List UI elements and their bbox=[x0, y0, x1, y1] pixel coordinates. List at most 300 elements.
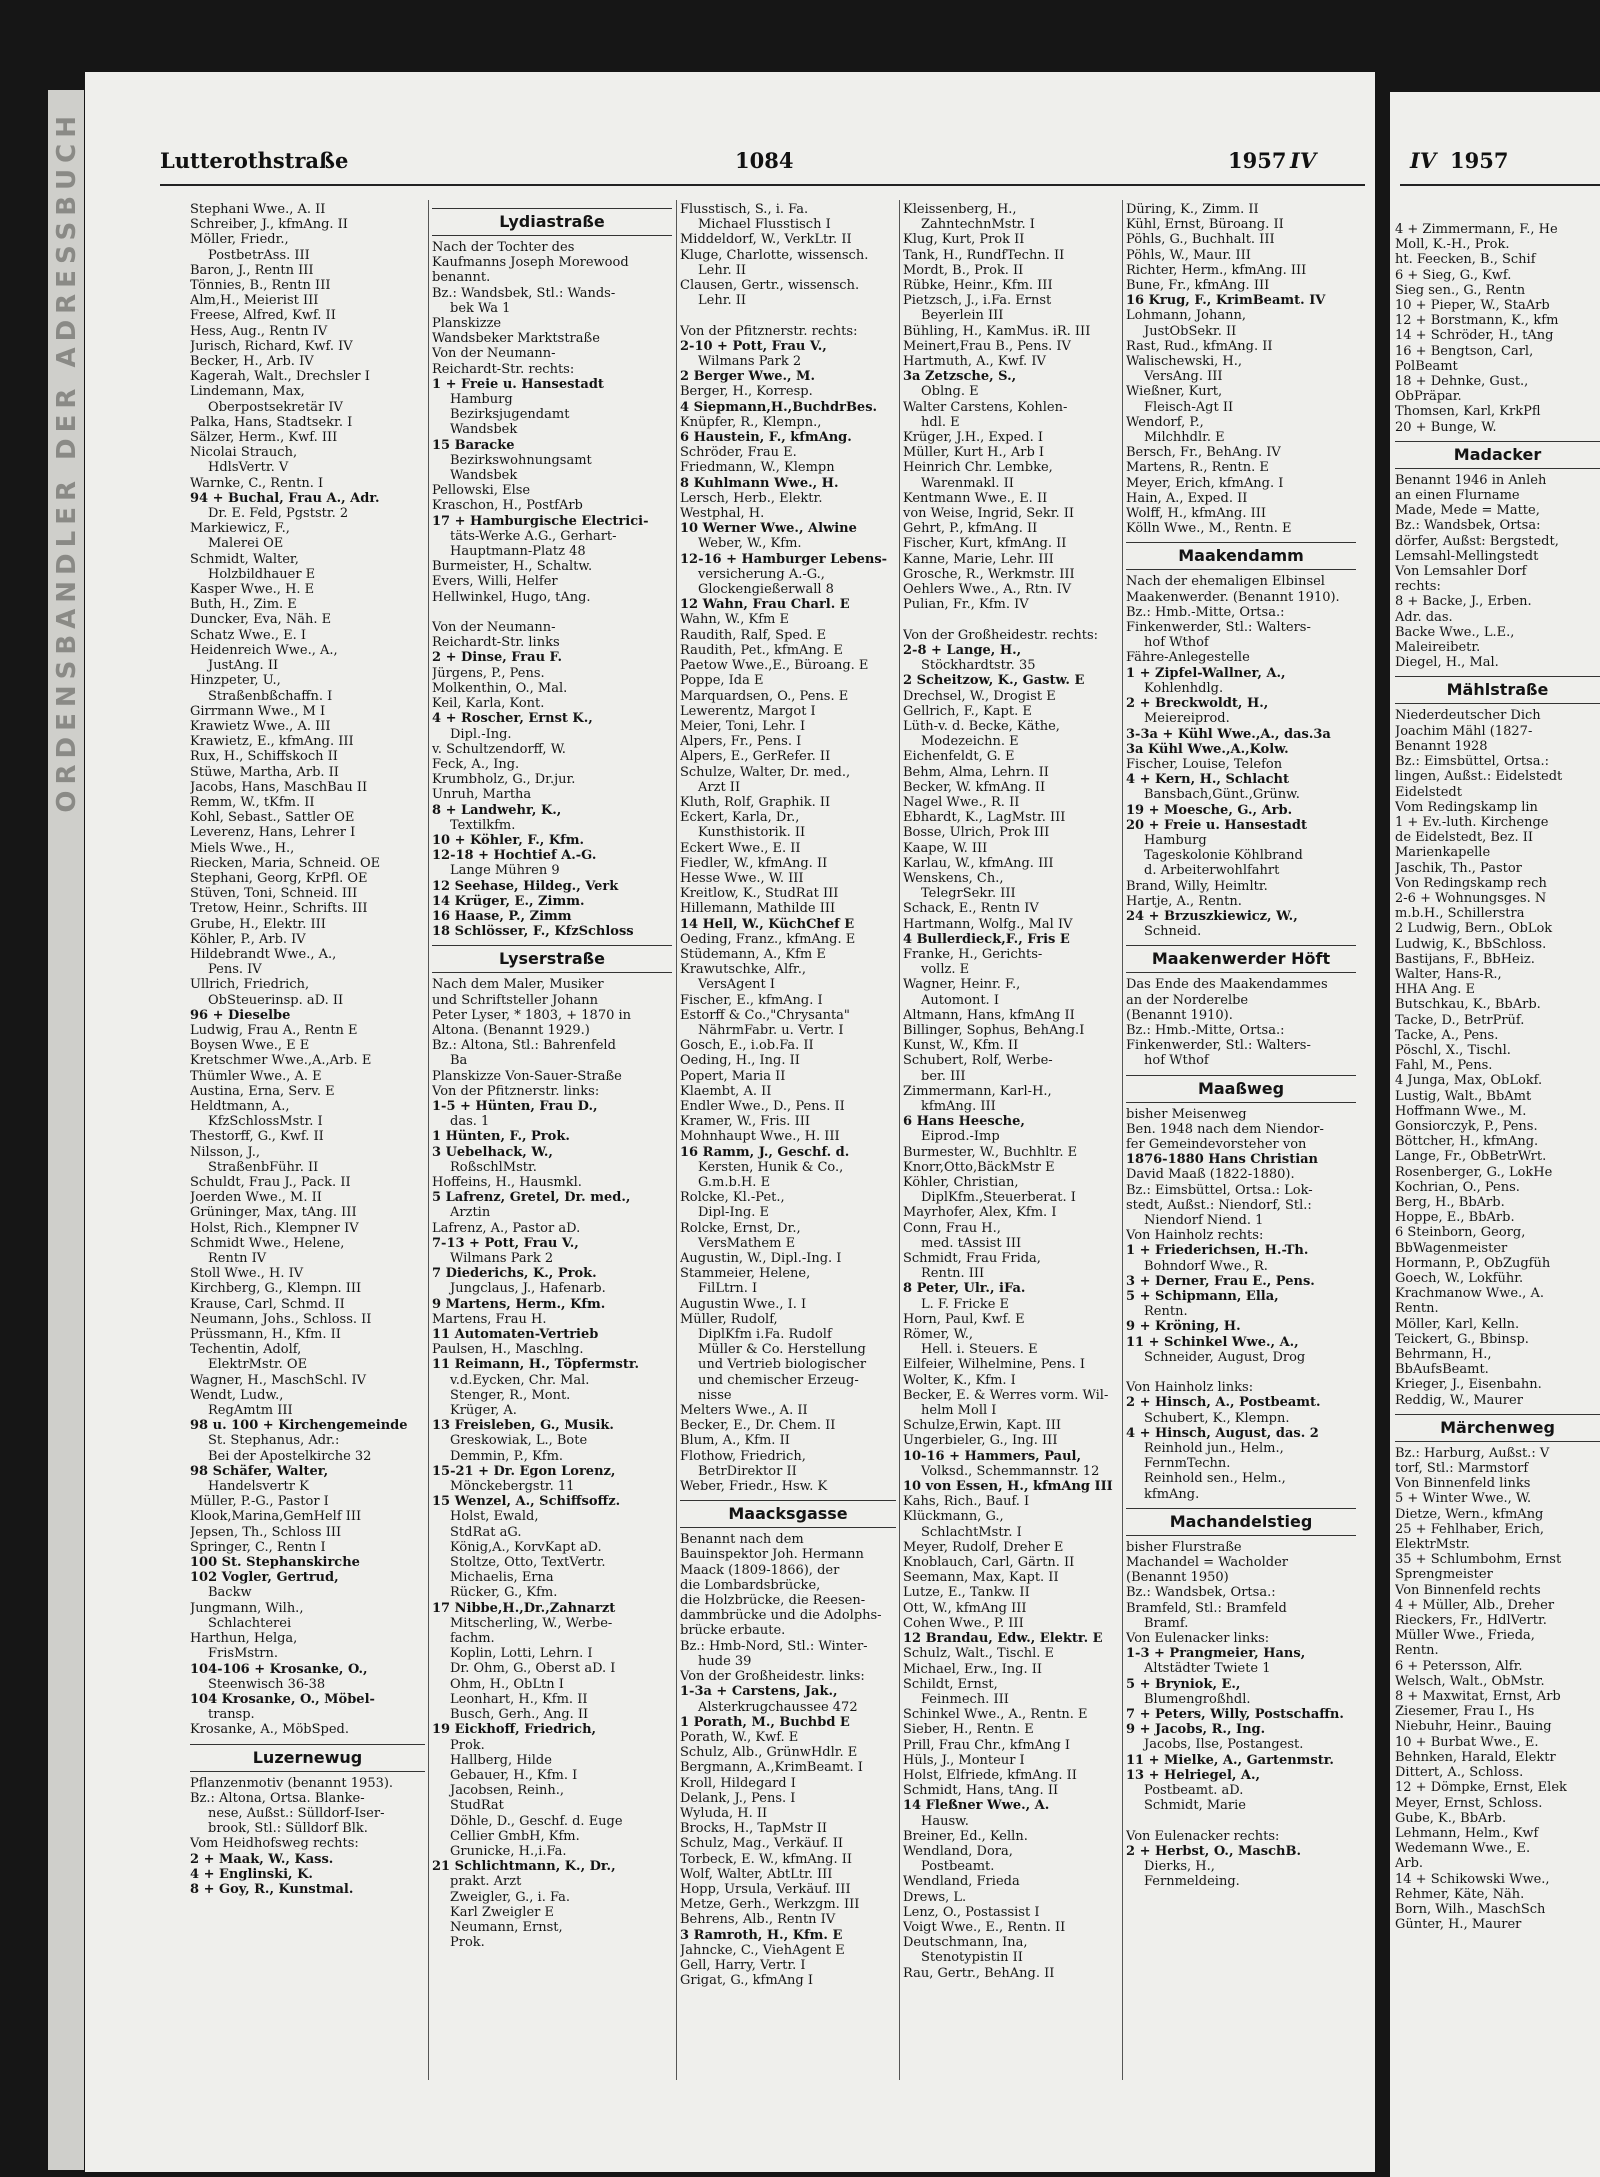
directory-entry: versicherung A.-G., bbox=[698, 566, 825, 582]
directory-entry: 14 Hell, W., KüchChef E bbox=[680, 916, 855, 932]
directory-entry: FernmTechn. bbox=[1144, 1456, 1231, 1472]
directory-entry: DiplKfm i.Fa. Rudolf bbox=[698, 1327, 832, 1343]
directory-entry: Molkenthin, O., Mal. bbox=[432, 680, 568, 696]
directory-entry: Altona. (Benannt 1929.) bbox=[432, 1022, 590, 1038]
directory-entry: Butschkau, K., BbArb. bbox=[1395, 997, 1541, 1013]
directory-entry: 2 Ludwig, Bern., ObLok bbox=[1395, 921, 1553, 937]
directory-entry: Stüven, Toni, Schneid. III bbox=[190, 886, 358, 902]
directory-entry: Ludwig, K., BbSchloss. bbox=[1395, 936, 1547, 952]
directory-entry: VersAgent I bbox=[698, 977, 776, 993]
directory-entry: Nach dem Maler, Musiker bbox=[432, 977, 604, 993]
directory-entry: Von der Pfitznerstr. links: bbox=[432, 1083, 600, 1099]
directory-entry: FrisMstrn. bbox=[208, 1646, 278, 1662]
directory-entry: BbAufsBeamt. bbox=[1395, 1362, 1489, 1378]
directory-entry: Kölln Wwe., M., Rentn. E bbox=[1126, 521, 1292, 537]
directory-entry: 16 Krug, F., KrimBeamt. IV bbox=[1126, 293, 1326, 309]
directory-entry: Estorff & Co.,"Chrysanta" bbox=[680, 1007, 850, 1023]
column-divider bbox=[676, 200, 677, 2080]
directory-entry: Burmeister, H., Schaltw. bbox=[432, 559, 593, 575]
directory-entry: Wendland, Dora, bbox=[903, 1843, 1013, 1859]
directory-entry: Tageskolonie Köhlbrand bbox=[1144, 848, 1303, 864]
directory-entry: Schulze,Erwin, Kapt. III bbox=[903, 1418, 1062, 1434]
directory-entry: 104 Krosanke, O., Möbel- bbox=[190, 1691, 375, 1707]
directory-entry: 1-5 + Hünten, Frau D., bbox=[432, 1098, 598, 1114]
directory-entry: Stephani Wwe., A. II bbox=[190, 202, 326, 217]
directory-entry: Von Binnenfeld rechts bbox=[1395, 1582, 1541, 1598]
directory-entry: Bezirkswohnungsamt bbox=[450, 452, 592, 468]
directory-entry: Richter, Herm., kfmAng. III bbox=[1126, 262, 1307, 278]
directory-entry: 2 + Breckwoldt, H., bbox=[1126, 696, 1269, 712]
directory-entry: David Maaß (1822-1880). bbox=[1126, 1167, 1295, 1183]
directory-entry: Friedmann, W., Klempn bbox=[680, 460, 835, 476]
directory-entry: Rast, Rud., kfmAng. II bbox=[1126, 338, 1273, 354]
directory-entry: Rentn IV bbox=[208, 1251, 267, 1267]
directory-entry: Kühl, Ernst, Büroang. II bbox=[1126, 217, 1284, 233]
directory-entry: PostbetrAss. III bbox=[208, 247, 310, 263]
directory-entry: 4 + Englinski, K. bbox=[190, 1866, 313, 1882]
directory-entry: Teickert, G., Bbinsp. bbox=[1395, 1331, 1529, 1347]
directory-entry: an der Norderelbe bbox=[1126, 992, 1249, 1008]
street-heading: Maaßweg bbox=[1126, 1075, 1356, 1103]
directory-entry: Neumann, Ernst, bbox=[450, 1919, 563, 1935]
directory-entry: Grigat, G., kfmAng I bbox=[680, 1973, 814, 1989]
directory-entry: 14 + Schröder, H., tAng bbox=[1395, 328, 1554, 344]
directory-entry: Gehrt, P., kfmAng. II bbox=[903, 521, 1038, 537]
directory-entry: Flothow, Friedrich, bbox=[680, 1448, 806, 1464]
directory-entry: Hartmuth, A., Kwf. IV bbox=[903, 354, 1046, 370]
directory-entry: täts-Werke A.G., Gerhart- bbox=[450, 528, 617, 544]
directory-entry: Wandsbeker Marktstraße bbox=[432, 331, 600, 347]
directory-entry: Schmidt Wwe., Helene, bbox=[190, 1235, 345, 1251]
directory-entry: Meiereiprod. bbox=[1144, 711, 1230, 727]
directory-entry: Stammeier, Helene, bbox=[680, 1266, 811, 1282]
directory-entry: Hüls, J., Monteur I bbox=[903, 1752, 1025, 1768]
directory-entry: Dipl-Ing. E bbox=[698, 1205, 770, 1221]
directory-entry: Lustig, Walt., BbAmt bbox=[1395, 1088, 1532, 1104]
page-number: 1084 bbox=[735, 148, 794, 173]
directory-entry: Prok. bbox=[450, 1737, 485, 1753]
directory-entry: 4 + Müller, Alb., Dreher bbox=[1395, 1597, 1555, 1613]
directory-entry: 12-16 + Hamburger Lebens- bbox=[680, 551, 888, 567]
directory-entry: Feck, A., Ing. bbox=[432, 756, 520, 772]
directory-entry: Reichardt-Str. links bbox=[432, 635, 560, 651]
directory-entry: prakt. Arzt bbox=[450, 1874, 522, 1890]
directory-entry: Krawutschke, Alfr., bbox=[680, 962, 806, 978]
directory-entry: Schulze, Walter, Dr. med., bbox=[680, 764, 851, 780]
directory-entry: Hess, Aug., Rentn IV bbox=[190, 323, 328, 339]
directory-entry: König,A., KorvKapt aD. bbox=[450, 1539, 602, 1555]
directory-entry: Ullrich, Friedrich, bbox=[190, 977, 310, 993]
directory-entry: Maack (1809-1866), der bbox=[680, 1562, 840, 1578]
directory-entry: Behrmann, H., bbox=[1395, 1347, 1492, 1363]
directory-entry: 3 + Derner, Frau E., Pens. bbox=[1126, 1273, 1315, 1289]
directory-entry: Zimmermann, Karl-H., bbox=[903, 1083, 1052, 1099]
directory-entry: 2 + Herbst, O., MaschB. bbox=[1126, 1843, 1302, 1859]
directory-entry: Moll, K.-H., Prok. bbox=[1395, 237, 1510, 253]
directory-entry: Pulian, Fr., Kfm. IV bbox=[903, 597, 1029, 613]
directory-entry: Endler Wwe., D., Pens. II bbox=[680, 1098, 845, 1114]
directory-entry: Pens. IV bbox=[208, 962, 262, 978]
directory-entry: Stöckhardtstr. 35 bbox=[921, 658, 1036, 674]
directory-entry: Mohnhaupt Wwe., H. III bbox=[680, 1129, 840, 1145]
directory-entry: Gosch, E., i.ob.Fa. II bbox=[680, 1038, 814, 1054]
directory-entry: Kroll, Hildegard I bbox=[680, 1775, 796, 1791]
directory-entry: Bz.: Harburg, Außst.: V bbox=[1395, 1445, 1550, 1461]
directory-entry: 19 Eickhoff, Friedrich, bbox=[432, 1722, 597, 1738]
directory-entry: Wilmans Park 2 bbox=[450, 1251, 554, 1266]
book-spine bbox=[48, 90, 84, 2170]
directory-entry: Oeding, Franz., kfmAng. E bbox=[680, 931, 856, 947]
directory-entry: Bz.: Altona, Ortsa. Blanke- bbox=[190, 1790, 365, 1806]
directory-entry: Torbeck, E. W., kfmAng. II bbox=[680, 1851, 853, 1867]
directory-entry: Metze, Gerh., Werkzgm. III bbox=[680, 1897, 860, 1913]
directory-entry: Becker, W. kfmAng. II bbox=[903, 779, 1046, 795]
directory-entry: kfmAng. bbox=[1144, 1486, 1200, 1502]
directory-entry: 17 Nibbe,H.,Dr.,Zahnarzt bbox=[432, 1600, 616, 1616]
directory-entry: und Schriftsteller Johann bbox=[432, 992, 599, 1008]
directory-entry: Gellrich, F., Kapt. E bbox=[903, 703, 1032, 719]
directory-entry: 5 + Winter Wwe., W. bbox=[1395, 1491, 1532, 1507]
directory-entry: Cellier GmbH, Kfm. bbox=[450, 1828, 580, 1844]
directory-entry: Krause, Carl, Schmd. II bbox=[190, 1296, 345, 1312]
directory-entry: 11 + Mielke, A., Gartenmstr. bbox=[1126, 1752, 1334, 1768]
street-heading: Luzernewug bbox=[190, 1744, 425, 1772]
directory-entry: Von Lemsahler Dorf bbox=[1395, 564, 1527, 580]
directory-entry: Wenskens, Ch., bbox=[903, 870, 1004, 886]
directory-entry: 1-3a + Carstens, Jak., bbox=[680, 1684, 838, 1700]
directory-entry: Wandsbek bbox=[450, 422, 518, 438]
directory-entry: Kleissenberg, H., bbox=[903, 202, 1017, 217]
right-page-volume: IV bbox=[1410, 148, 1437, 173]
directory-entry: Gonsiorczyk, P., Pens. bbox=[1395, 1118, 1538, 1134]
directory-entry: an einen Flurname bbox=[1395, 488, 1520, 504]
directory-entry: Eilfeier, Wilhelmine, Pens. I bbox=[903, 1357, 1085, 1373]
directory-entry: Klaembt, A. II bbox=[680, 1083, 772, 1099]
directory-entry: 1 Porath, M., Buchbd E bbox=[680, 1714, 850, 1730]
directory-entry: Backw bbox=[208, 1585, 252, 1601]
directory-entry: Goech, W., Lokführ. bbox=[1395, 1271, 1524, 1286]
directory-entry: Von Eulenacker rechts: bbox=[1126, 1828, 1280, 1844]
directory-entry: Warnke, C., Rentn. I bbox=[190, 475, 324, 491]
spine-label: ORDENSBANDLER DER ADRESSBUCH bbox=[52, 110, 82, 813]
directory-entry: Klug, Kurt, Prok II bbox=[903, 232, 1025, 248]
directory-entry: Cohen Wwe., P. III bbox=[903, 1615, 1024, 1631]
directory-entry: Wolf, Walter, AbtLtr. III bbox=[680, 1866, 833, 1882]
directory-entry: 1-3 + Prangmeier, Hans, bbox=[1126, 1646, 1306, 1662]
directory-entry: Joerden Wwe., M. II bbox=[190, 1190, 322, 1206]
directory-entry: Schlachterei bbox=[208, 1615, 292, 1631]
directory-entry: 10 Werner Wwe., Alwine bbox=[680, 521, 857, 537]
directory-entry: Drechsel, W., Drogist E bbox=[903, 688, 1056, 704]
directory-entry: 10 + Köhler, F., Kfm. bbox=[432, 832, 585, 848]
directory-entry: v.d.Eycken, Chr. Mal. bbox=[450, 1372, 590, 1388]
street-heading: Märchenweg bbox=[1395, 1414, 1600, 1442]
directory-entry: Schmidt, Hans, tAng. II bbox=[903, 1783, 1059, 1799]
directory-entry: Bune, Fr., kfmAng. III bbox=[1126, 278, 1270, 294]
directory-entry: 5 Lafrenz, Gretel, Dr. med., bbox=[432, 1190, 631, 1206]
directory-entry: Rieckers, Fr., HdlVertr. bbox=[1395, 1613, 1547, 1629]
directory-entry: d. Arbeiterwohlfahrt bbox=[1144, 863, 1280, 879]
directory-entry: Von Hainholz rechts: bbox=[1126, 1228, 1264, 1244]
directory-entry: Bergmann, A.,KrimBeamt. I bbox=[680, 1760, 863, 1776]
directory-entry: Prok. bbox=[450, 1935, 485, 1951]
directory-entry: Stenger, R., Mont. bbox=[450, 1387, 571, 1403]
directory-entry: Bersch, Fr., BehAng. IV bbox=[1126, 445, 1281, 461]
directory-entry: Möller, Karl, Kelln. bbox=[1395, 1316, 1520, 1332]
directory-entry: Bz.: Wandsbek, Stl.: Wands- bbox=[432, 285, 616, 301]
directory-entry: TelegrSekr. III bbox=[921, 886, 1016, 902]
directory-entry: Lersch, Herb., Elektr. bbox=[680, 490, 823, 506]
directory-entry: torf, Stl.: Marmstorf bbox=[1395, 1461, 1529, 1477]
directory-entry: Stenotypistin II bbox=[921, 1950, 1023, 1966]
directory-entry: Hoppe, E., BbArb. bbox=[1395, 1210, 1515, 1226]
directory-entry: RegAmtm III bbox=[208, 1403, 293, 1419]
directory-entry: Machandel = Wacholder bbox=[1126, 1555, 1289, 1571]
directory-entry: Kluge, Charlotte, wissensch. bbox=[680, 247, 869, 263]
column-divider bbox=[899, 200, 900, 2080]
directory-entry: 21 Schlichtmann, K., Dr., bbox=[432, 1859, 616, 1875]
directory-entry: 2 + Hinsch, A., Postbeamt. bbox=[1126, 1395, 1321, 1411]
directory-entry: Paetow Wwe.,E., Büroang. E bbox=[680, 658, 869, 674]
directory-entry: 4 + Kern, H., Schlacht bbox=[1126, 772, 1289, 788]
directory-entry: 104-106 + Krosanke, O., bbox=[190, 1661, 368, 1677]
directory-entry: Weber, W., Kfm. bbox=[698, 536, 802, 552]
directory-entry: Harthun, Helga, bbox=[190, 1631, 298, 1647]
directory-entry: StdRat aG. bbox=[450, 1524, 522, 1540]
directory-entry: 8 + Goy, R., Kunstmal. bbox=[190, 1881, 354, 1897]
directory-entry: 12-18 + Hochtief A.-G. bbox=[432, 848, 597, 864]
directory-entry: Von der Neumann- bbox=[432, 620, 556, 636]
directory-entry: 18 + Dehnke, Gust., bbox=[1395, 374, 1529, 390]
directory-entry: Fernmeldeing. bbox=[1144, 1874, 1240, 1890]
directory-entry: Breiner, Ed., Kelln. bbox=[903, 1828, 1028, 1844]
directory-entry: Müller & Co. Herstellung bbox=[698, 1342, 866, 1358]
directory-entry: Von der Pfitznerstr. rechts: bbox=[680, 323, 858, 339]
directory-entry: 2 + Maak, W., Kass. bbox=[190, 1851, 334, 1867]
directory-entry: 16 Ramm, J., Geschf. d. bbox=[680, 1144, 850, 1160]
directory-entry: 3a Zetzsche, S., bbox=[903, 369, 1017, 385]
directory-entry: Delank, J., Pens. I bbox=[680, 1790, 796, 1806]
directory-entry: Krawietz Wwe., A. III bbox=[190, 718, 331, 734]
directory-entry: Eidelstedt bbox=[1395, 784, 1462, 800]
directory-entry: Kohlenhdlg. bbox=[1144, 680, 1224, 696]
directory-entry: Sprengmeister bbox=[1395, 1567, 1493, 1583]
directory-entry: Brocks, H., TapMstr II bbox=[680, 1821, 827, 1837]
directory-entry: Böttcher, H., kfmAng. bbox=[1395, 1134, 1539, 1150]
directory-entry: helm Moll I bbox=[921, 1403, 997, 1419]
directory-entry: Brand, Willy, Heimltr. bbox=[1126, 878, 1268, 894]
directory-entry: Prill, Frau Chr., kfmAng I bbox=[903, 1737, 1071, 1753]
directory-entry: Hesse Wwe., W. III bbox=[680, 870, 804, 886]
directory-entry: Schneid. bbox=[1144, 924, 1202, 940]
directory-entry: Oberpostsekretär IV bbox=[208, 399, 343, 415]
directory-entry: Feinmech. III bbox=[921, 1691, 1009, 1707]
directory-entry: 3a Kühl Wwe.,A.,Kolw. bbox=[1126, 741, 1289, 757]
directory-entry: Schubert, Rolf, Werbe- bbox=[903, 1053, 1053, 1069]
directory-entry: Von der Großheidestr. links: bbox=[680, 1669, 865, 1685]
directory-entry: Benannt 1946 in Anleh bbox=[1395, 472, 1547, 488]
directory-entry: 15 Baracke bbox=[432, 437, 515, 453]
directory-entry: 8 Kuhlmann Wwe., H. bbox=[680, 475, 839, 491]
directory-entry: Fischer, Kurt, kfmAng. II bbox=[903, 536, 1067, 552]
directory-entry: Knoblauch, Carl, Gärtn. II bbox=[903, 1555, 1075, 1571]
directory-entry: 10 + Burbat Wwe., E. bbox=[1395, 1734, 1539, 1750]
directory-entry: Hamburg bbox=[450, 392, 513, 408]
directory-entry: von Weise, Ingrid, Sekr. II bbox=[903, 506, 1075, 522]
directory-entry: Schulz, Walt., Tischl. E bbox=[903, 1646, 1055, 1662]
directory-entry: Ba bbox=[450, 1053, 468, 1069]
directory-entry: Lange Mühren 9 bbox=[450, 863, 560, 879]
directory-entry: 12 + Dömpke, Ernst, Elek bbox=[1395, 1780, 1567, 1796]
directory-entry: hdl. E bbox=[921, 414, 960, 430]
directory-entry: das. 1 bbox=[450, 1114, 490, 1130]
directory-entry: 6 + Petersson, Alfr. bbox=[1395, 1658, 1523, 1674]
directory-entry: Müller, Rudolf, bbox=[680, 1311, 778, 1327]
directory-entry: ber. III bbox=[921, 1068, 966, 1084]
directory-entry: Nach der Tochter des bbox=[432, 240, 575, 255]
directory-entry: bisher Meisenweg bbox=[1126, 1106, 1247, 1122]
directory-entry: Rehmer, Käte, Näh. bbox=[1395, 1886, 1525, 1902]
directory-entry: Kluth, Rolf, Graphik. II bbox=[680, 794, 831, 810]
directory-entry: 1 + Ev.-luth. Kirchenge bbox=[1395, 814, 1549, 830]
street-heading: Lydiastraße bbox=[432, 208, 672, 236]
directory-entry: Michael Flusstisch I bbox=[698, 217, 831, 233]
directory-column-3 bbox=[680, 202, 896, 2092]
directory-entry: Warenmakl. II bbox=[921, 475, 1014, 491]
directory-entry: DiplKfm.,Steuerberat. I bbox=[921, 1190, 1076, 1206]
directory-entry: Schröder, Frau E. bbox=[680, 445, 797, 461]
directory-entry: Düring, K., Zimm. II bbox=[1126, 202, 1259, 217]
directory-entry: Pietzsch, J., i.Fa. Ernst bbox=[903, 293, 1052, 309]
directory-entry: Lange, Fr., ObBetrWrt. bbox=[1395, 1149, 1547, 1165]
directory-entry: 1 + Freie u. Hansestadt bbox=[432, 376, 604, 392]
directory-entry: Schatz Wwe., E. I bbox=[190, 627, 306, 643]
directory-entry: Volksd., Schemmannstr. 12 bbox=[921, 1463, 1100, 1479]
directory-entry: Hain, A., Exped. II bbox=[1126, 490, 1248, 506]
directory-entry: Girrmann Wwe., M I bbox=[190, 703, 326, 719]
directory-entry: Wießner, Kurt, bbox=[1126, 384, 1223, 400]
directory-entry: Prüssmann, H., Kfm. II bbox=[190, 1327, 341, 1343]
directory-entry: 19 + Moesche, G., Arb. bbox=[1126, 802, 1293, 818]
directory-entry: Austina, Erna, Serv. E bbox=[190, 1083, 335, 1099]
directory-entry: Berger, H., Korresp. bbox=[680, 384, 813, 400]
directory-entry: Grosche, R., Werkmstr. III bbox=[903, 566, 1075, 582]
directory-entry: Knorr,Otto,BäckMstr E bbox=[903, 1159, 1055, 1175]
directory-entry: Boysen Wwe., E E bbox=[190, 1038, 310, 1054]
directory-entry: Hartmann, Wolfg., Mal IV bbox=[903, 916, 1073, 932]
street-heading: Madacker bbox=[1395, 441, 1600, 469]
directory-entry: Hillemann, Mathilde III bbox=[680, 901, 836, 917]
directory-entry: Von Binnenfeld links bbox=[1395, 1476, 1531, 1492]
directory-entry: Kramer, W., Fris. III bbox=[680, 1114, 810, 1130]
directory-entry: Straßenbßchaffn. I bbox=[208, 688, 333, 704]
directory-entry: Marquardsen, O., Pens. E bbox=[680, 688, 849, 704]
directory-entry: Fleisch-Agt II bbox=[1144, 399, 1234, 415]
directory-entry: ZahntechnMstr. I bbox=[921, 217, 1035, 233]
directory-entry: Tacke, D., BetrPrüf. bbox=[1395, 1012, 1525, 1028]
directory-entry: 98 u. 100 + Kirchengemeinde bbox=[190, 1418, 408, 1434]
directory-entry: 9 Martens, Herm., Kfm. bbox=[432, 1296, 606, 1312]
directory-entry: 20 + Freie u. Hansestadt bbox=[1126, 817, 1307, 833]
directory-entry: Hoffmann Wwe., M. bbox=[1395, 1103, 1527, 1119]
directory-entry: Welsch, Walt., ObMstr. bbox=[1395, 1673, 1545, 1689]
directory-entry: Meier, Toni, Lehr. I bbox=[680, 718, 806, 734]
directory-entry: ElektrMstr. bbox=[1395, 1537, 1470, 1553]
directory-entry: Rolcke, Kl.-Pet., bbox=[680, 1190, 785, 1206]
directory-entry: und Vertrieb biologischer bbox=[698, 1357, 867, 1373]
directory-entry: Maleireibetr. bbox=[1395, 640, 1481, 656]
directory-entry: Behm, Alma, Lehrn. II bbox=[903, 764, 1049, 780]
directory-entry: Wolter, K., Kfm. I bbox=[903, 1372, 1016, 1388]
directory-entry: Döhle, D., Geschf. d. Euge bbox=[450, 1813, 623, 1829]
directory-entry: Rau, Gertr., BehAng. II bbox=[903, 1965, 1055, 1981]
directory-entry: Lemsahl-Mellingstedt bbox=[1395, 548, 1539, 564]
directory-entry: HdlsVertr. V bbox=[208, 460, 289, 476]
directory-entry: 7 Diederichs, K., Prok. bbox=[432, 1266, 597, 1282]
directory-entry: Augustin Wwe., I. I bbox=[680, 1296, 807, 1312]
directory-entry: 35 + Schlumbohm, Ernst bbox=[1395, 1552, 1562, 1568]
directory-entry: Blum, A., Kfm. II bbox=[680, 1433, 790, 1449]
directory-entry: Kirchberg, G., Klempn. III bbox=[190, 1281, 362, 1297]
directory-entry: 20 + Bunge, W. bbox=[1395, 419, 1497, 435]
directory-entry: 14 Krüger, E., Zimm. bbox=[432, 893, 585, 909]
directory-entry: 100 St. Stephanskirche bbox=[190, 1555, 360, 1571]
directory-entry: Alpers, E., GerRefer. II bbox=[680, 749, 831, 765]
directory-entry: Hausw. bbox=[921, 1813, 969, 1829]
directory-entry: lingen, Außst.: Eidelstedt bbox=[1395, 769, 1563, 785]
directory-entry: Jacobs, Ilse, Postangest. bbox=[1144, 1737, 1304, 1753]
directory-column-4 bbox=[903, 202, 1119, 2092]
directory-entry: 5 + Bryniok, E., bbox=[1126, 1676, 1241, 1692]
directory-entry: Fiedler, W., kfmAng. II bbox=[680, 855, 828, 871]
directory-entry: Melters Wwe., A. II bbox=[680, 1403, 808, 1419]
directory-entry: Alpers, Fr., Pens. I bbox=[680, 734, 802, 750]
directory-entry: Voigt Wwe., E., Rentn. II bbox=[903, 1919, 1066, 1935]
directory-entry: Bz.: Hmb.-Mitte, Ortsa.: bbox=[1126, 604, 1285, 620]
directory-entry: Palka, Hans, Stadtsekr. I bbox=[190, 414, 353, 430]
directory-entry: Maakenwerder. (Benannt 1910). bbox=[1126, 589, 1340, 605]
directory-entry: 6 Haustein, F., kfmAng. bbox=[680, 430, 852, 446]
directory-entry: Modezeichn. E bbox=[921, 734, 1019, 750]
street-heading: Maakendamm bbox=[1126, 542, 1356, 570]
directory-entry: Kaape, W. III bbox=[903, 840, 988, 856]
directory-entry: Baron, J., Rentn III bbox=[190, 262, 314, 278]
directory-entry: ht. Feecken, B., Schif bbox=[1395, 252, 1536, 268]
directory-entry: VersAng. III bbox=[1144, 369, 1223, 385]
directory-entry: Kochrian, O., Pens. bbox=[1395, 1179, 1520, 1195]
directory-entry: Klook,Marina,GemHelf III bbox=[190, 1509, 362, 1525]
directory-entry: L. F. Fricke E bbox=[921, 1296, 1010, 1312]
directory-entry: Eckert, Karla, Dr., bbox=[680, 810, 800, 826]
directory-entry: Alm,H., Meierist III bbox=[190, 293, 319, 309]
directory-entry: Burmester, W., Buchhltr. E bbox=[903, 1144, 1078, 1160]
directory-entry: Tank, H., RundfTechn. II bbox=[903, 247, 1065, 263]
directory-entry: Jacobsen, Reinh., bbox=[450, 1783, 565, 1799]
directory-entry: Glockengießerwall 8 bbox=[698, 582, 834, 598]
directory-entry: Karlau, W., kfmAng. III bbox=[903, 855, 1054, 871]
directory-entry: 1 + Zipfel-Wallner, A., bbox=[1126, 665, 1286, 681]
directory-entry: Bezirksjugendamt bbox=[450, 407, 570, 423]
directory-entry: 14 Fleßner Wwe., A. bbox=[903, 1798, 1050, 1814]
directory-entry: Automont. I bbox=[921, 992, 999, 1008]
directory-entry: HHA Ang. E bbox=[1395, 982, 1476, 998]
directory-entry: 8 Peter, Ulr., iFa. bbox=[903, 1281, 1026, 1297]
directory-entry: Stoll Wwe., H. IV bbox=[190, 1266, 304, 1282]
directory-entry: Beyerlein III bbox=[921, 308, 1004, 324]
directory-entry: Dierks, H., bbox=[1144, 1859, 1215, 1875]
directory-entry: dörfer, Außst: Bergstedt, bbox=[1395, 533, 1559, 549]
directory-entry: Finkenwerder, Stl.: Walters- bbox=[1126, 1038, 1311, 1054]
